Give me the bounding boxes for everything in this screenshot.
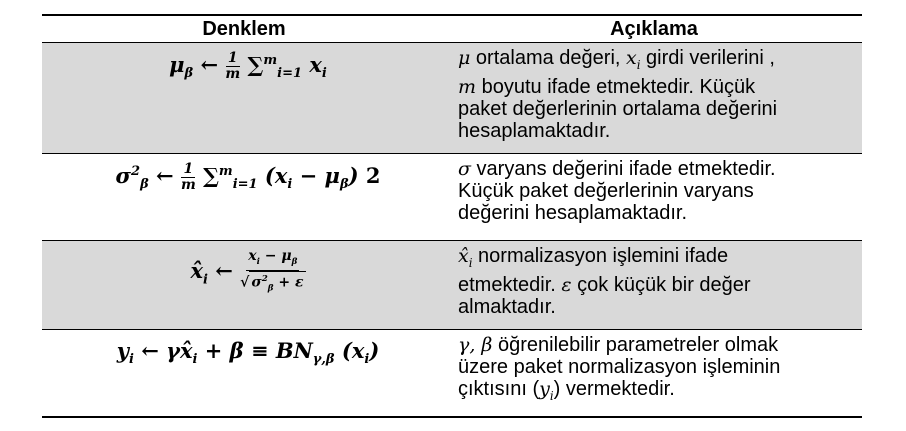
description-text: değerini hesaplamaktadır. [458, 202, 688, 224]
description-text: çıktısını ( [458, 378, 540, 400]
table-header-row [42, 16, 862, 42]
description-text: ) vermektedir. [553, 378, 675, 400]
description-text: boyutu ifade etmektedir. Küçük [476, 75, 756, 98]
math-symbol: $x_i$ [626, 47, 641, 72]
math-symbol: γ, β [458, 334, 493, 356]
description-output [446, 330, 862, 416]
math-symbol: μ [458, 47, 471, 69]
math-symbol: $y_i$ [539, 378, 554, 403]
table-row-normalization [42, 240, 862, 329]
equation-table [42, 14, 862, 418]
header-description: Açıklama [610, 18, 698, 40]
math-symbol: m [458, 75, 477, 98]
description-text: üzere paket normalizasyon işleminin [458, 356, 781, 378]
header-equation: Denklem [202, 17, 286, 40]
equation-output: $y_i$ ← $\gamma x̂_i + \beta \equiv BN_{\gamma,\beta}$ $(x_i)$ [116, 338, 380, 368]
description-normalization [446, 241, 862, 329]
description-text: hesaplamaktadır. [458, 119, 611, 142]
table-row-mean [42, 42, 862, 153]
description-text: varyans değerini ifade etmektedir. [470, 158, 776, 180]
table-row-output [42, 329, 862, 416]
description-text: Küçük paket değerlerinin varyans [458, 180, 754, 202]
math-symbol: σ [458, 158, 471, 180]
equation-variance: $\sigma^2_\beta$ ← $\frac{1}{m}$ ∑$^m_{i=1}$ $(x_i - \mu_\beta)$ 2 [115, 161, 381, 193]
description-text: çok küçük bir değer [571, 273, 751, 296]
math-symbol: ε [561, 273, 572, 296]
math-symbol: $x̂_i$ [458, 245, 473, 270]
equation-normalization: $x̂_i$ ← $\frac{x_i - \mu_\beta}{√ \sigma^2_\beta + \varepsilon}$ [42, 241, 446, 329]
description-text: paket değerlerinin ortalama değerini [458, 97, 778, 120]
table-row-variance [42, 153, 862, 240]
description-text: girdi verilerini , [640, 47, 775, 69]
description-mean [446, 43, 862, 153]
description-text: etmektedir. [458, 273, 562, 296]
equation-mean: $\mu_\beta$ ← $\frac{1}{m}$ ∑$^m_{i=1}$ $x_i$ [169, 50, 327, 82]
description-text: almaktadır. [458, 295, 556, 318]
description-variance [446, 154, 862, 240]
description-text: ortalama değeri, [470, 47, 626, 69]
description-text: öğrenilebilir parametreler olmak [492, 334, 779, 356]
description-text: normalizasyon işlemini ifade [472, 245, 729, 267]
